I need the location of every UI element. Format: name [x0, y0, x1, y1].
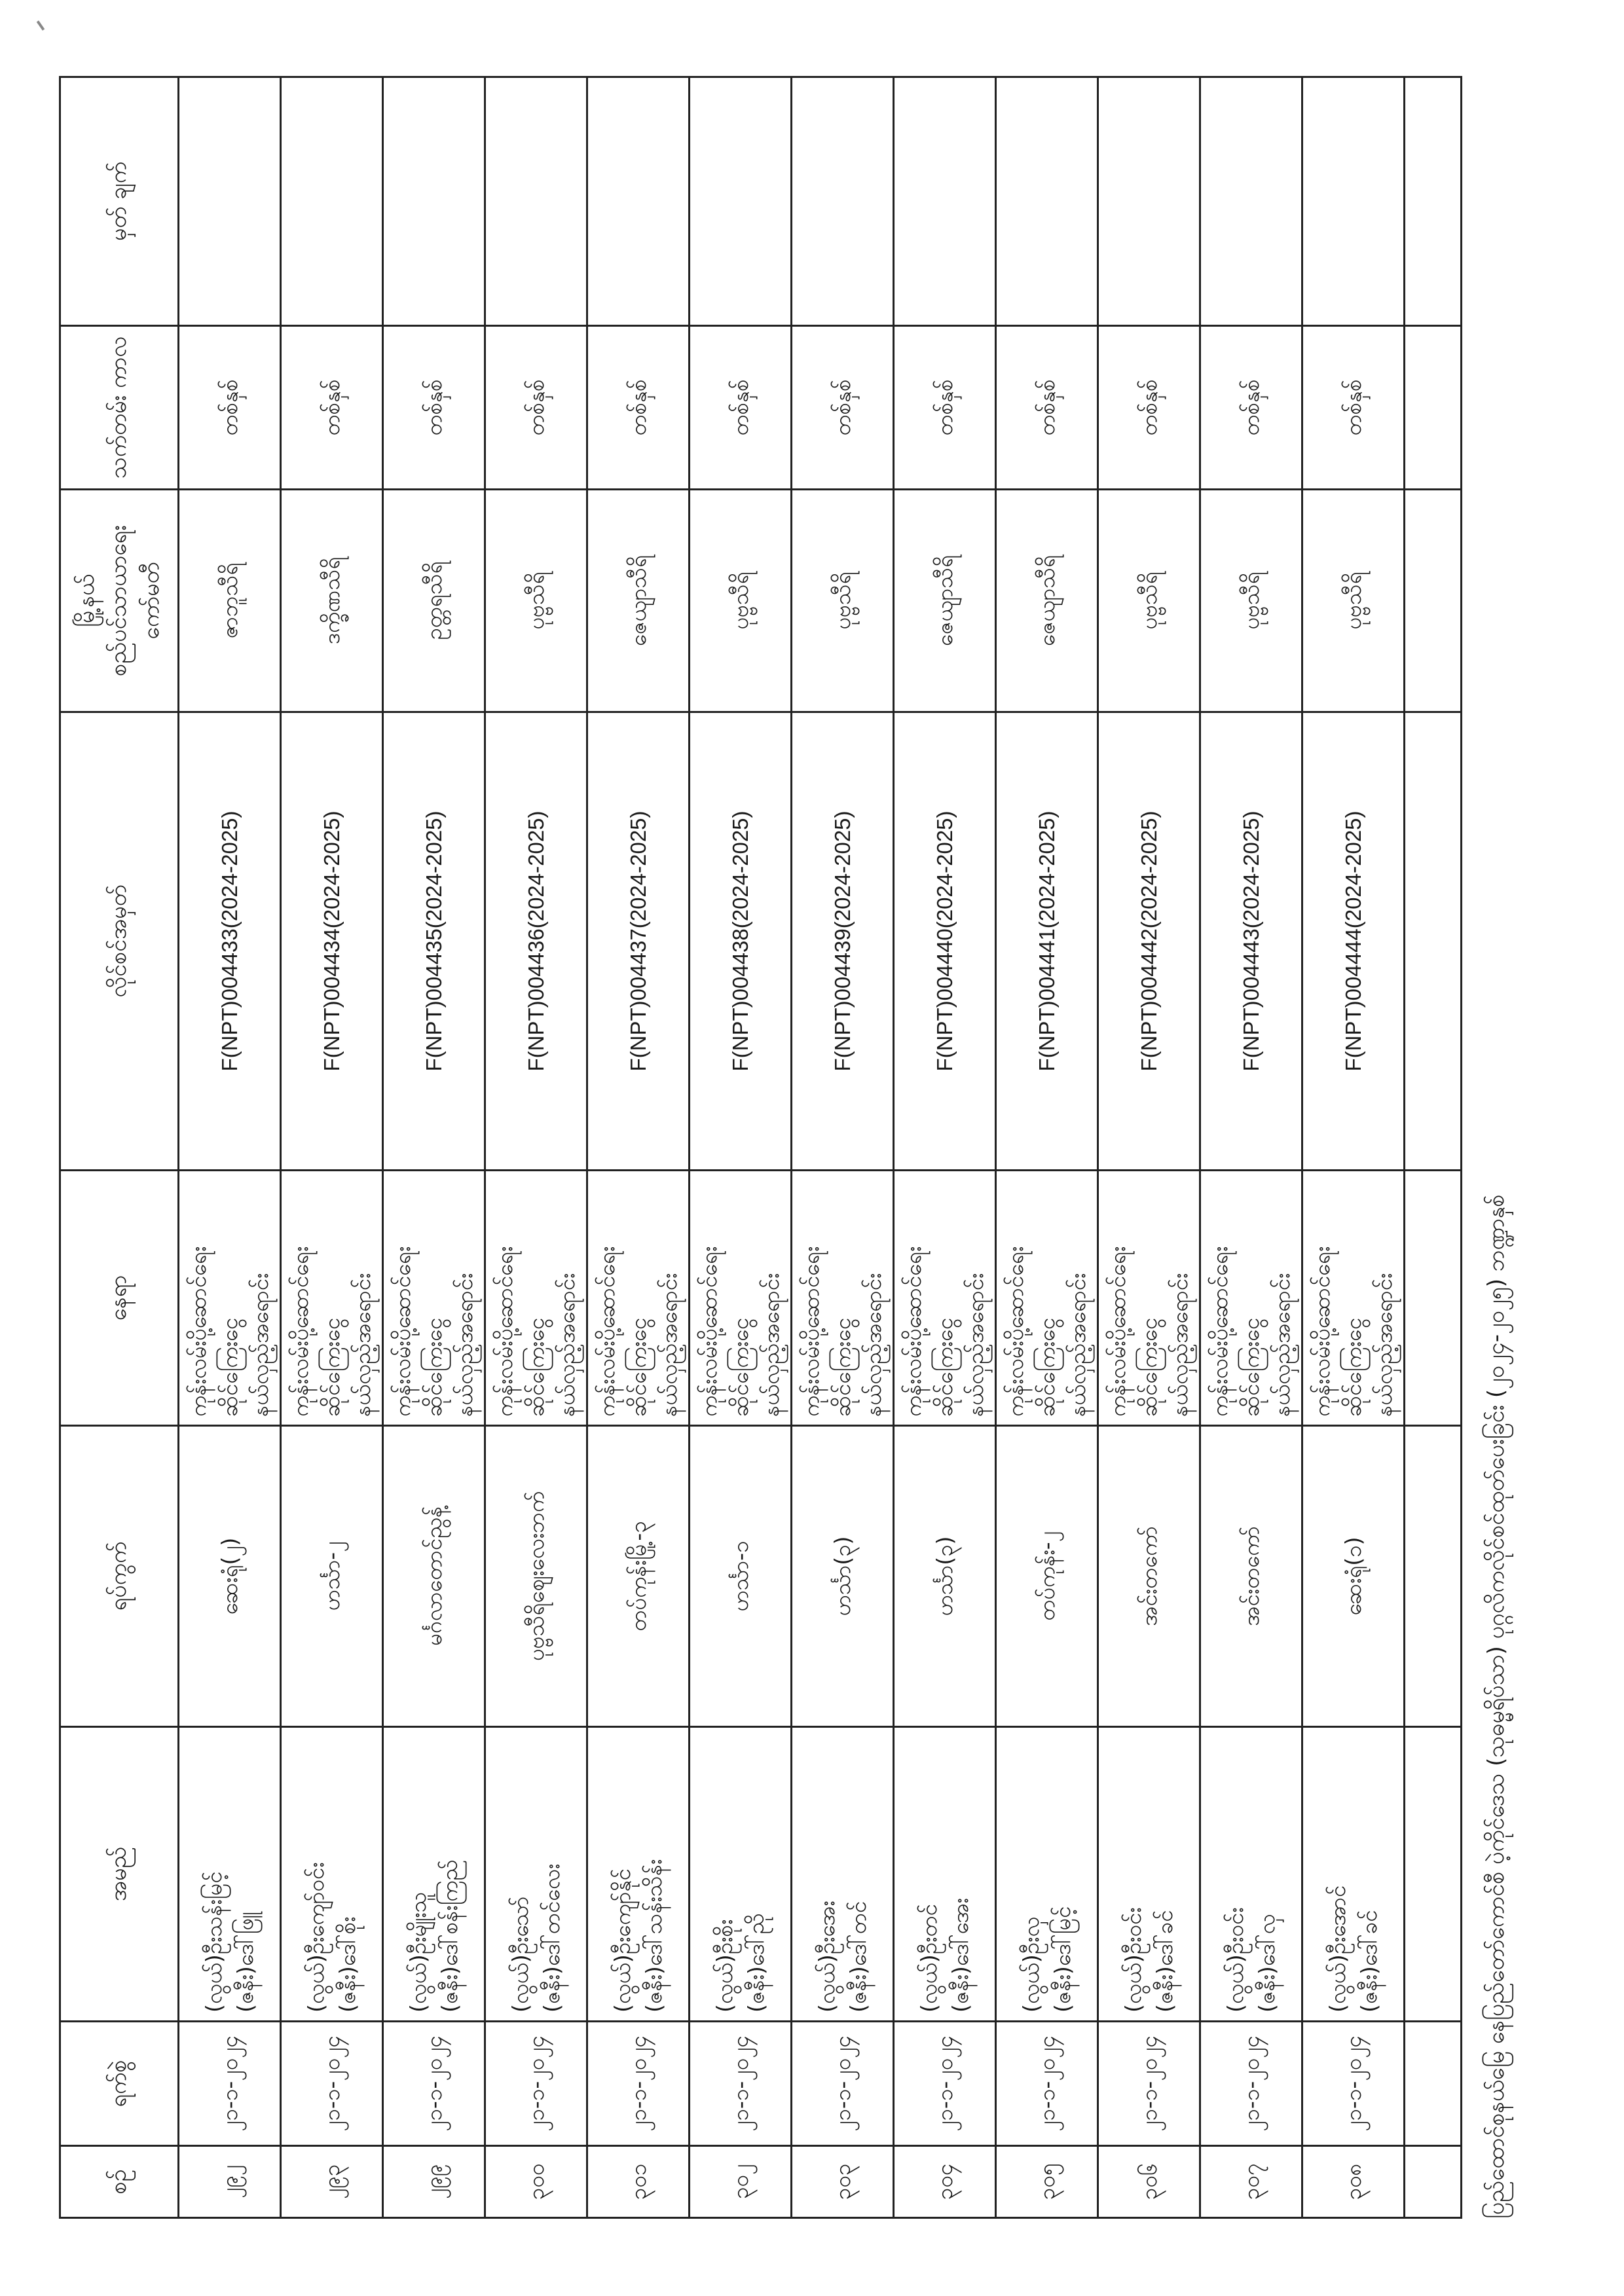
- row-period: [383, 326, 485, 490]
- row-no: [996, 2146, 1098, 2218]
- row-period: [996, 326, 1098, 490]
- row-remark: [690, 77, 792, 326]
- blank-cell: [1405, 490, 1462, 712]
- row-date-text: ၂၁-၁-၂၀၂၄: [931, 2035, 957, 2132]
- row-license: [1302, 712, 1405, 1171]
- blank-cell: [1405, 1171, 1462, 1426]
- row-place-text: နယ်လှည့်အရောင်း: [758, 1273, 784, 1417]
- row-date-text: ၂၁-၁-၂၀၂၄: [829, 2035, 855, 2132]
- row-place: [996, 1171, 1098, 1426]
- blank-cell: [1405, 2022, 1462, 2146]
- row-license: [485, 712, 587, 1171]
- row-date: [587, 2022, 690, 2146]
- row-date-text: ၂၁-၁-၂၀၂၄: [1033, 2035, 1060, 2132]
- row-name: [894, 1727, 996, 2022]
- row-remark: [1098, 77, 1200, 326]
- row-date-text: ၂၁-၁-၂၀၂၄: [216, 2035, 242, 2132]
- row-township: [1302, 490, 1405, 712]
- row-township-text: ပုဗ္ဗသီရိ: [829, 572, 855, 630]
- row-period-text: တစ်နှစ်: [216, 379, 242, 436]
- row-period: [587, 326, 690, 490]
- blank-cell: [1405, 77, 1462, 326]
- header-name: အမည်: [60, 1727, 179, 2022]
- row-name-text: (ဇနီး)ဒေါ်တင်: [845, 1901, 871, 2013]
- table-row: [1302, 77, 1405, 2218]
- table-row: [1200, 77, 1302, 2218]
- blank-cell: [1405, 1727, 1462, 2022]
- row-name: [485, 1727, 587, 2022]
- row-name: [1098, 1727, 1200, 2022]
- header-license: လိုင်စင်အမှတ်: [60, 712, 179, 1171]
- row-license-text: F(NPT)004438(2024-2025): [728, 811, 752, 1072]
- row-place-text: နယ်လှည့်အရောင်း: [350, 1273, 376, 1417]
- row-ward-text: ဆေးရုံ(၂): [216, 1537, 242, 1615]
- row-place: [485, 1171, 587, 1426]
- row-township: [485, 490, 587, 712]
- header-period: သက်တမ်း ကာလ: [60, 326, 179, 490]
- row-name-text: (လွယ်)ဦးသန်းမြင့်: [200, 1871, 227, 2013]
- row-township: [281, 490, 383, 712]
- row-date-text: ၂၁-၁-၂၀၂၄: [625, 2035, 651, 2132]
- row-place-text: နယ်လှည့်အရောင်း: [656, 1273, 682, 1417]
- row-date: [690, 2022, 792, 2146]
- row-ward-text: ဟင်္သာ(၃): [931, 1536, 957, 1616]
- row-period: [179, 326, 281, 490]
- row-remark: [179, 77, 281, 326]
- row-no-text: ၂၉၂: [216, 2165, 242, 2198]
- row-license-text: F(NPT)004437(2024-2025): [625, 811, 650, 1072]
- row-license: [690, 712, 792, 1171]
- row-place: [894, 1171, 996, 1426]
- row-name: [690, 1727, 792, 2022]
- row-place-text: နယ်လှည့်အရောင်း: [554, 1273, 580, 1417]
- row-place: [690, 1171, 792, 1426]
- row-no: [894, 2146, 996, 2218]
- row-date: [1098, 2022, 1200, 2146]
- header-remark: မှတ် ချက်: [60, 77, 179, 326]
- row-name: [281, 1727, 383, 2022]
- row-place-text: ဆိုင်ကြေးငွေ: [1340, 1317, 1366, 1417]
- row-date-text: ၂၁-၁-၂၀၂၄: [1135, 2035, 1162, 2132]
- row-license-text: F(NPT)004441(2024-2025): [1034, 811, 1059, 1072]
- row-place-text: နယ်လှည့်အရောင်း: [860, 1273, 887, 1417]
- row-township-text: ဥတ္တရသီရိ: [420, 561, 447, 640]
- row-no-text: ၃၀၆: [1135, 2163, 1162, 2200]
- row-license: [383, 712, 485, 1171]
- row-name: [996, 1727, 1098, 2022]
- row-ward-text: တပ်ကုန်း-၂: [1033, 1531, 1060, 1621]
- header-date: ရက်စွဲ: [60, 2022, 179, 2146]
- row-remark: [1302, 77, 1405, 326]
- row-ward-text: ဆေးရုံ(၁): [1340, 1537, 1366, 1616]
- row-township: [587, 490, 690, 712]
- row-township-text: ဇေယျာသီရိ: [1033, 555, 1060, 647]
- row-name-text: (လွယ်)ဦးဝင်း: [1222, 1907, 1248, 2013]
- header-township: မြို့နယ် စည်ပင်သာယာရေးကော်မတီ: [60, 490, 179, 712]
- row-place-text: ကုန်းလမ်းပို့ဆောင်ရေး: [695, 1246, 722, 1417]
- row-ward: [1200, 1426, 1302, 1727]
- row-date-text: ၂၁-၁-၂၀၂၄: [727, 2035, 753, 2132]
- row-township-text: ဇေယျာသီရိ: [931, 555, 957, 647]
- row-period-text: တစ်နှစ်: [1340, 379, 1366, 436]
- row-place-text: နယ်လှည့်အရောင်း: [452, 1273, 478, 1417]
- row-name-text: (လွယ်)ဦးအောင်: [1324, 1885, 1350, 2013]
- row-township: [996, 490, 1098, 712]
- row-ward: [792, 1426, 894, 1727]
- row-ward: [179, 1426, 281, 1727]
- row-period-text: တစ်နှစ်: [523, 379, 549, 436]
- row-ward: [894, 1426, 996, 1727]
- row-name-text: (လွယ်)ဦးသော်: [507, 1896, 533, 2013]
- row-name-text: (ဇနီး)ဒေါ်ခင်: [1151, 1910, 1177, 2013]
- row-date: [485, 2022, 587, 2146]
- row-no: [383, 2146, 485, 2218]
- row-ward: [281, 1426, 383, 1727]
- row-date-text: ၂၁-၁-၂၀၂၄: [1340, 2035, 1366, 2132]
- row-place: [587, 1171, 690, 1426]
- row-place-text: ဆိုင်ကြေးငွေ: [1238, 1317, 1264, 1417]
- row-no-text: ၃၀၂: [727, 2164, 753, 2200]
- header-no: စဉ်: [60, 2146, 179, 2218]
- row-name-text: (လွယ်)ဦးလှ: [1018, 1916, 1044, 2013]
- row-no-text: ၂၉၉: [420, 2164, 447, 2200]
- row-no: [485, 2146, 587, 2218]
- row-period: [1098, 326, 1200, 490]
- row-ward-text: တပ်ကုန်းမြို့-၃: [625, 1521, 651, 1631]
- row-place-text: နယ်လှည့်အရောင်း: [963, 1273, 989, 1417]
- row-license-text: F(NPT)004433(2024-2025): [217, 811, 242, 1072]
- row-township-text: ဇေယျာသီရိ: [625, 555, 651, 647]
- row-place: [792, 1171, 894, 1426]
- row-license-text: F(NPT)004442(2024-2025): [1136, 811, 1161, 1072]
- row-place-text: ကုန်းလမ်းပို့ဆောင်ရေး: [900, 1246, 926, 1417]
- row-period-text: တစ်နှစ်: [625, 379, 651, 436]
- row-license: [996, 712, 1098, 1171]
- scan-mark: [37, 20, 45, 30]
- row-period: [1302, 326, 1405, 490]
- row-place: [1098, 1171, 1200, 1426]
- row-place-text: ဆိုင်ကြေးငွေ: [216, 1317, 242, 1417]
- row-ward: [1302, 1426, 1405, 1727]
- row-place-text: ကုန်းလမ်းပို့ဆောင်ရေး: [798, 1246, 824, 1417]
- row-no-text: ၃၀၁: [625, 2163, 651, 2200]
- row-no-text: ၃၀၈: [1340, 2163, 1366, 2200]
- row-no-text: ၃၀၄: [931, 2163, 957, 2200]
- row-ward-text: ဟင်္သာ(၃): [829, 1536, 855, 1616]
- row-date: [894, 2022, 996, 2146]
- row-name: [1200, 1727, 1302, 2022]
- row-license-text: F(NPT)004440(2024-2025): [932, 811, 957, 1072]
- row-remark: [792, 77, 894, 326]
- row-date: [281, 2022, 383, 2146]
- row-ward-text: ဟင်္သာ-၂: [318, 1541, 344, 1611]
- row-place-text: ဆိုင်ကြေးငွေ: [625, 1317, 651, 1417]
- row-place-text: နယ်လှည့်အရောင်း: [248, 1273, 274, 1417]
- table-row: [281, 77, 383, 2218]
- row-place-text: ဆိုင်ကြေးငွေ: [318, 1317, 344, 1417]
- row-no-text: ၃၀၅: [1033, 2163, 1060, 2200]
- row-no: [1098, 2146, 1200, 2218]
- table-row: [179, 77, 281, 2218]
- row-ward: [485, 1426, 587, 1727]
- row-license-text: F(NPT)004435(2024-2025): [421, 811, 446, 1072]
- row-period-text: တစ်နှစ်: [1033, 379, 1060, 436]
- row-place-text: နယ်လှည့်အရောင်း: [1065, 1273, 1091, 1417]
- row-license: [179, 712, 281, 1171]
- row-period-text: တစ်နှစ်: [931, 379, 957, 436]
- row-name: [179, 1727, 281, 2022]
- row-date: [179, 2022, 281, 2146]
- row-date-text: ၂၁-၁-၂၀၂၄: [1238, 2035, 1264, 2132]
- row-no: [690, 2146, 792, 2218]
- row-place-text: နယ်လှည့်အရောင်း: [1371, 1273, 1397, 1417]
- row-period-text: တစ်နှစ်: [1238, 379, 1264, 436]
- row-license-text: F(NPT)004434(2024-2025): [319, 811, 344, 1072]
- row-township-text: ဇာဘူသီရိ: [216, 562, 242, 639]
- row-name-text: (လွယ်)ဦးတင်: [915, 1904, 942, 2013]
- row-period: [894, 326, 996, 490]
- row-license: [894, 712, 996, 1171]
- row-remark: [281, 77, 383, 326]
- row-date-text: ၂၁-၁-၂၀၂၄: [318, 2035, 344, 2132]
- row-no: [587, 2146, 690, 2218]
- row-name-text: (လွယ်)ဦးအေး: [813, 1901, 840, 2013]
- row-ward: [690, 1426, 792, 1727]
- row-place-text: ဆိုင်ကြေးငွေ: [1135, 1317, 1162, 1417]
- row-period: [792, 326, 894, 490]
- row-date: [996, 2022, 1098, 2146]
- row-license: [792, 712, 894, 1171]
- row-date-text: ၂၁-၁-၂၀၂၄: [420, 2035, 447, 2132]
- row-township: [383, 490, 485, 712]
- row-no: [1200, 2146, 1302, 2218]
- row-ward: [1098, 1426, 1200, 1727]
- row-remark: [485, 77, 587, 326]
- row-license: [1098, 712, 1200, 1171]
- row-no-text: ၃၀၀: [523, 2163, 549, 2200]
- row-ward-text: အင်းတကော်: [1135, 1526, 1162, 1626]
- row-place-text: ဆိုင်ကြေးငွေ: [727, 1317, 753, 1417]
- blank-cell: [1405, 712, 1462, 1171]
- row-place-text: ကုန်းလမ်းပို့ဆောင်ရေး: [1104, 1246, 1130, 1417]
- row-period-text: တစ်နှစ်: [727, 379, 753, 436]
- row-date-text: ၂၁-၁-၂၀၂၄: [523, 2035, 549, 2132]
- row-township-text: ပုဗ္ဗသီရိ: [523, 572, 549, 630]
- row-place-text: ဆိုင်ကြေးငွေ: [1033, 1317, 1060, 1417]
- row-ward-text: အင်းတကော်: [1238, 1526, 1264, 1626]
- row-period: [1200, 326, 1302, 490]
- table-row: [1098, 77, 1200, 2218]
- row-name-text: (ဇနီး)ဒေါ်ညို: [743, 1913, 769, 2013]
- row-name-text: (လွယ်)ဦးမျိုးသူ: [405, 1891, 431, 2013]
- row-no: [1302, 2146, 1405, 2218]
- row-remark: [587, 77, 690, 326]
- blank-cell: [1405, 1426, 1462, 1727]
- row-license: [1200, 712, 1302, 1171]
- document-title: ပြည်ထောင်စုနယ်မြေ နေပြည်တော်ကောင်စီ ပဲ့ကိုင်ဒေသ (သုဓမ္မရိပ်သာ) ပုဂ္ဂလိကလိုင်စင်ထုတ်ပေးခြင်း (၂၀၂၄-၂၀၂၅) ဘဏ္ဍာနှစ်: [1483, 1194, 1509, 2219]
- row-no: [179, 2146, 281, 2218]
- row-license-text: F(NPT)004444(2024-2025): [1340, 811, 1365, 1072]
- row-name-text: (လွယ်)ဦးကျော်နိုင်: [609, 1868, 635, 2013]
- row-date: [792, 2022, 894, 2146]
- row-place-text: ကုန်းလမ်းပို့ဆောင်ရေး: [593, 1246, 619, 1417]
- table-row: [587, 77, 690, 2218]
- blank-cell: [1405, 326, 1462, 490]
- row-date: [1200, 2022, 1302, 2146]
- row-remark: [1200, 77, 1302, 326]
- row-name-text: (ဇနီး)ဒေါ်ခင်: [1356, 1910, 1382, 2013]
- row-place: [1200, 1171, 1302, 1426]
- row-date: [383, 2022, 485, 2146]
- row-remark: [996, 77, 1098, 326]
- row-period-text: တစ်နှစ်: [829, 379, 855, 436]
- row-name-text: (ဇနီး)ဒေါ်အေး: [947, 1898, 973, 2013]
- row-township: [690, 490, 792, 712]
- row-ward-text: ပုဗ္ဗသီရိဈေးလေးဘက်: [523, 1491, 549, 1662]
- row-name-text: (လွယ်)ဦးကျော်ဝင်း: [303, 1862, 329, 2013]
- row-name: [792, 1727, 894, 2022]
- row-name: [587, 1727, 690, 2022]
- row-place-text: ဆိုင်ကြေးငွေ: [829, 1317, 855, 1417]
- row-place-text: ကုန်းလမ်းပို့ဆောင်ရေး: [491, 1246, 517, 1417]
- row-township-text: ပုဗ္ဗသီရိ: [1238, 572, 1264, 630]
- row-township-text: ပုဗ္ဗသီရိ: [1340, 572, 1366, 630]
- row-place-text: ကုန်းလမ်းပို့ဆောင်ရေး: [389, 1246, 415, 1417]
- row-remark: [894, 77, 996, 326]
- row-no: [281, 2146, 383, 2218]
- row-name: [1302, 1727, 1405, 2022]
- table-row: [690, 77, 792, 2218]
- table-row: [894, 77, 996, 2218]
- row-place-text: ကုန်းလမ်းပို့ဆောင်ရေး: [1308, 1246, 1335, 1417]
- row-name: [383, 1727, 485, 2022]
- row-place: [281, 1171, 383, 1426]
- row-township: [894, 490, 996, 712]
- row-name-text: (ဇနီး)ဒေါ်ဖြူ: [232, 1912, 258, 2013]
- row-name-text: (ဇနီး)ဒေါ်စိုး: [334, 1916, 360, 2013]
- row-period-text: တစ်နှစ်: [1135, 379, 1162, 436]
- row-period: [485, 326, 587, 490]
- row-ward: [383, 1426, 485, 1727]
- table-row: [485, 77, 587, 2218]
- row-name-text: (လွယ်)ဦးစိုး: [711, 1919, 737, 2013]
- row-license-text: F(NPT)004436(2024-2025): [523, 811, 548, 1072]
- blank-row: [1405, 77, 1462, 2218]
- row-no-text: ၃၀၃: [829, 2163, 855, 2200]
- row-place: [179, 1171, 281, 1426]
- row-license: [587, 712, 690, 1171]
- blank-cell: [1405, 2146, 1462, 2218]
- table-header-row: [60, 77, 179, 2218]
- row-name-text: (ဇနီး)ဒေါ်တင်လေး: [538, 1863, 564, 2013]
- row-place-text: ဆိုင်ကြေးငွေ: [523, 1317, 549, 1417]
- header-place: နေရာ: [60, 1171, 179, 1426]
- row-township-text: ဒက္ခိဏသီရိ: [318, 556, 344, 645]
- row-no-text: ၃၀၇: [1238, 2163, 1264, 2200]
- row-township: [1200, 490, 1302, 712]
- row-no: [792, 2146, 894, 2218]
- row-name-text: (ဇနီး)ဒေါ်လှ: [1253, 1914, 1280, 2013]
- row-period: [690, 326, 792, 490]
- row-place-text: ဆိုင်ကြေးငွေ: [931, 1317, 957, 1417]
- row-township: [179, 490, 281, 712]
- row-license: [281, 712, 383, 1171]
- row-place-text: နယ်လှည့်အရောင်း: [1269, 1273, 1295, 1417]
- row-ward: [587, 1426, 690, 1727]
- row-place-text: ကုန်းလမ်းပို့ဆောင်ရေး: [185, 1246, 211, 1417]
- license-table: [59, 76, 1462, 2219]
- row-township: [1098, 490, 1200, 712]
- row-place-text: ကုန်းလမ်းပို့ဆောင်ရေး: [1002, 1246, 1028, 1417]
- row-place-text: ကုန်းလမ်းပို့ဆောင်ရေး: [1206, 1246, 1232, 1417]
- row-license-text: F(NPT)004443(2024-2025): [1238, 811, 1263, 1072]
- row-place-text: ဆိုင်ကြေးငွေ: [420, 1317, 447, 1417]
- table-row: [792, 77, 894, 2218]
- header-ward: ရပ်ကွက်: [60, 1426, 179, 1727]
- row-township-text: ပုဗ္ဗသီရိ: [1135, 572, 1162, 630]
- row-remark: [383, 77, 485, 326]
- row-period-text: တစ်နှစ်: [318, 379, 344, 436]
- row-name-text: (လွယ်)ဦးဝင်း: [1120, 1907, 1146, 2013]
- row-period-text: တစ်နှစ်: [420, 379, 447, 436]
- row-place-text: ကုန်းလမ်းပို့ဆောင်ရေး: [287, 1246, 313, 1417]
- row-ward: [996, 1426, 1098, 1727]
- row-township: [792, 490, 894, 712]
- row-name-text: (ဇနီး)ဒေါ်သန်းသိန်း: [640, 1859, 667, 2013]
- row-place: [1302, 1171, 1405, 1426]
- row-place-text: နယ်လှည့်အရောင်း: [1167, 1273, 1193, 1417]
- row-ward-text: ဟင်္သာ-၁: [727, 1540, 753, 1612]
- row-ward-text: မင်္ဂလာတောင်ညွန့်: [420, 1506, 447, 1647]
- row-date: [1302, 2022, 1405, 2146]
- row-township-text: ပုဗ္ဗသီရိ: [727, 572, 753, 630]
- row-place: [383, 1171, 485, 1426]
- row-license-text: F(NPT)004439(2024-2025): [830, 811, 855, 1072]
- row-period: [281, 326, 383, 490]
- table-row: [383, 77, 485, 2218]
- row-name-text: (ဇနီး)ဒေါ်မြင့်: [1049, 1906, 1075, 2013]
- table-row: [996, 77, 1098, 2218]
- row-name-text: (ဇနီး)ဒေါ်စန်းကြည်: [436, 1859, 462, 2013]
- row-no-text: ၂၉၃: [318, 2164, 344, 2200]
